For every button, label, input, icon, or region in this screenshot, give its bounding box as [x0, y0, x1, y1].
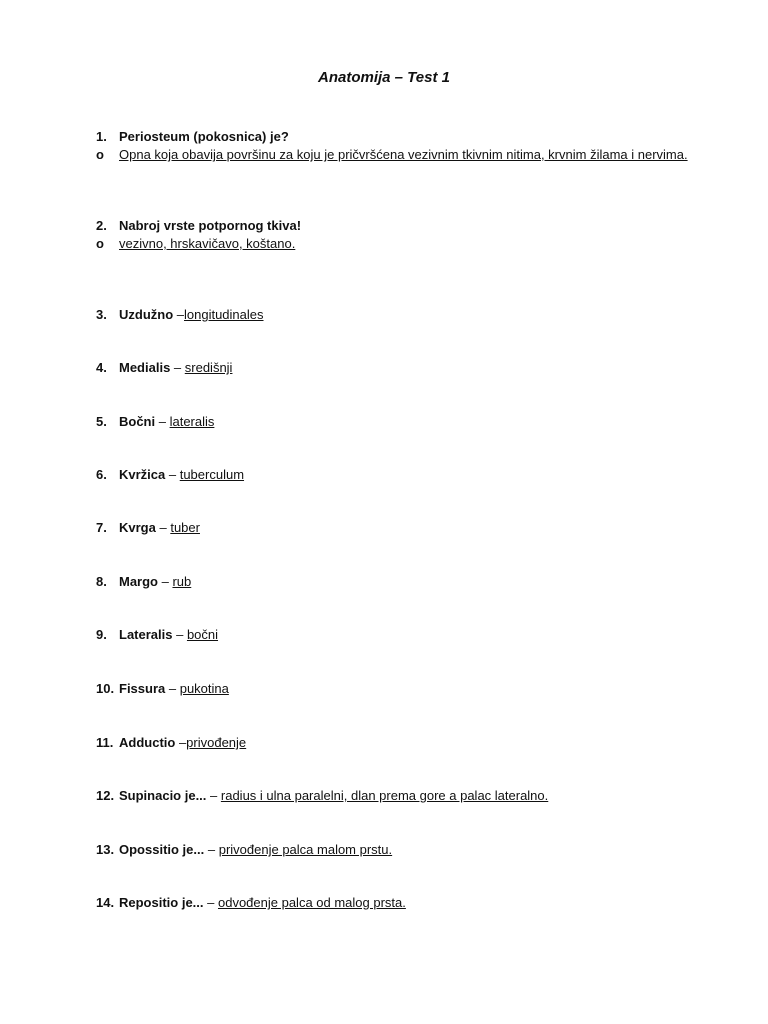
question-2 [96, 217, 696, 235]
answer-2 [96, 235, 696, 253]
answer-text: radius i ulna paralelni, dlan prema gore a palac lateralno. [220, 788, 549, 803]
question-6 [96, 466, 696, 484]
answer-text: longitudinales [184, 307, 264, 322]
bullet-icon: o [96, 236, 104, 251]
question-number: 14. [96, 895, 115, 910]
separator-dash: – [175, 735, 187, 750]
separator-dash: – [165, 467, 180, 482]
question-14 [96, 894, 696, 912]
question-text: Kvržica [119, 467, 166, 482]
question-number: 4. [96, 360, 107, 375]
answer-text: privođenje [186, 735, 247, 750]
question-8 [96, 573, 696, 591]
answer-text: lateralis [169, 414, 215, 429]
answer-text: tuber [170, 520, 200, 535]
separator-dash: – [158, 574, 173, 589]
separator-dash: – [204, 842, 219, 857]
question-3 [96, 306, 696, 324]
separator-dash: – [170, 360, 185, 375]
question-10 [96, 680, 696, 698]
answer-text: središnji [184, 360, 233, 375]
answer-text: tuberculum [179, 467, 245, 482]
answer-text: bočni [186, 627, 219, 642]
separator-dash: – [206, 788, 221, 803]
bullet-icon: o [96, 147, 104, 162]
question-number: 10. [96, 681, 115, 696]
question-text: Adductio [119, 735, 176, 750]
question-text: Opossitio je... [119, 842, 205, 857]
question-text: Lateralis [119, 627, 173, 642]
separator-dash: – [172, 627, 187, 642]
separator-dash: – [165, 681, 180, 696]
question-number: 1. [96, 129, 107, 144]
question-9 [96, 626, 696, 644]
question-text: Medialis [119, 360, 171, 375]
question-text: Repositio je... [119, 895, 204, 910]
separator-dash: – [203, 895, 218, 910]
question-number: 3. [96, 307, 107, 322]
separator-dash: – [155, 414, 170, 429]
question-number: 12. [96, 788, 115, 803]
question-7 [96, 519, 696, 537]
question-number: 5. [96, 414, 107, 429]
question-text: Uzdužno [119, 307, 174, 322]
question-4 [96, 359, 696, 377]
separator-dash: – [173, 307, 184, 322]
question-number: 11. [96, 735, 114, 750]
answer-text: rub [172, 574, 192, 589]
question-text: Periosteum (pokosnica) je? [119, 129, 289, 144]
question-number: 9. [96, 627, 107, 642]
answer-text: privođenje palca malom prstu. [218, 842, 393, 857]
question-number: 13. [96, 842, 115, 857]
question-text: Margo [119, 574, 158, 589]
question-text: Nabroj vrste potpornog tkiva! [119, 218, 302, 233]
question-text: Bočni [119, 414, 156, 429]
answer-text: Opna koja obavija površinu za koju je pričvršćena vezivnim tkivnim nitima, krvnim žilama i nervima. [119, 147, 688, 162]
question-1 [96, 128, 696, 146]
question-5 [96, 413, 696, 431]
separator-dash: – [155, 520, 171, 535]
question-text: Fissura [119, 681, 166, 696]
answer-1 [96, 146, 696, 164]
answer-text: pukotina [179, 681, 229, 696]
question-number: 6. [96, 467, 107, 482]
question-text: Kvrga [119, 520, 156, 535]
answer-text: odvođenje palca od malog prsta. [217, 895, 406, 910]
question-number: 7. [96, 520, 107, 535]
question-11 [96, 734, 696, 752]
question-text: Supinacio je... [119, 788, 207, 803]
question-13 [96, 841, 696, 859]
answer-text: vezivno, hrskavičavo, koštano. [119, 236, 296, 251]
question-number: 2. [96, 218, 107, 233]
question-12 [96, 787, 696, 805]
question-number: 8. [96, 574, 107, 589]
page-title: Anatomija – Test 1 [318, 69, 450, 86]
